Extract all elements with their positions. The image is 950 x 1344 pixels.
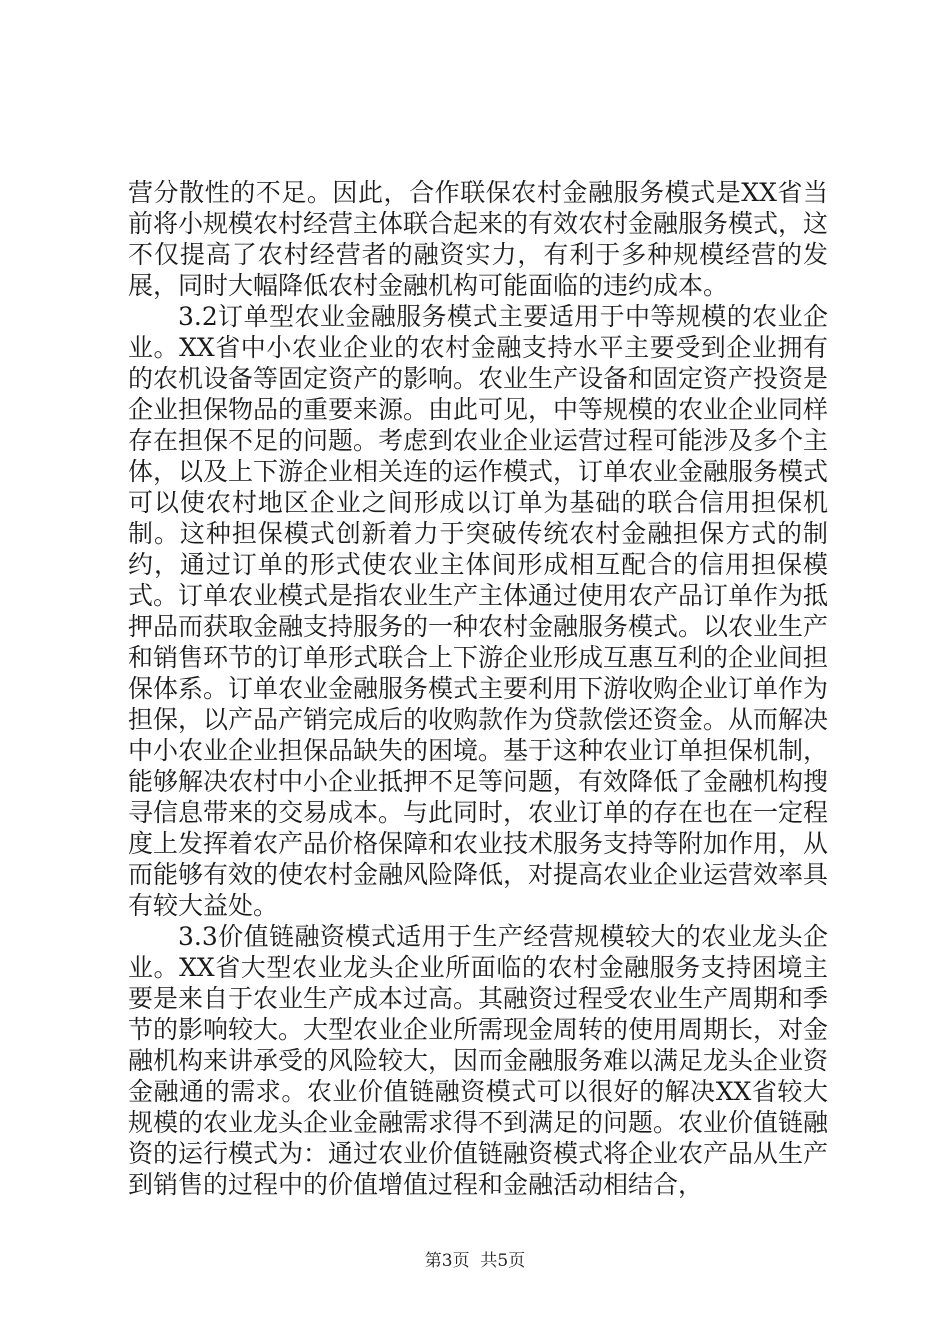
- page-footer: [0, 1250, 950, 1272]
- paragraph-continuation: 营分散性的不足。因此，合作联保农村金融服务模式是XX省当前将小规模农村经营主体联合起来的有效农村金融服务模式，这不仅提高了农村经营者的融资实力，有利于多种规模经营的发展，同时大幅降低农村金融机构可能面临的违约成本。: [128, 178, 829, 300]
- document-body: [128, 177, 828, 1200]
- footer-separator: [470, 1251, 481, 1271]
- page-total: 共5页: [480, 1251, 526, 1271]
- paragraph-section-3-3: 3.3价值链融资模式适用于生产经营规模较大的农业龙头企业。XX省大型农业龙头企业所面临的农村金融服务支持困境主要是来自于农业生产成本过高。其融资过程受农业生产周期和季节的影响较大。大型农业企业所需现金周转的使用周期长，对金融机构来讲承受的风险较大，因而金融服务难以满足龙头企业资金融通的需求。农业价值链融资模式可以很好的解决XX省较大规模的农业龙头企业金融需求得不到满足的问题。农业价值链融资的运行模式为：通过农业价值链融资模式将企业农产品从生产到销售的过程中的价值增值过程和金融活动相结合，: [128, 922, 829, 1199]
- page-number: 第3页: [424, 1251, 470, 1271]
- paragraph-section-3-2: 3.2订单型农业金融服务模式主要适用于中等规模的农业企业。XX省中小农业企业的农村金融支持水平主要受到企业拥有的农机设备等固定资产的影响。农业生产设备和固定资产投资是企业担保物品的重要来源。由此可见，中等规模的农业企业同样存在担保不足的问题。考虑到农业企业运营过程可能涉及多个主体，以及上下游企业相关连的运作模式，订单农业金融服务模式可以使农村地区企业之间形成以订单为基础的联合信用担保机制。这种担保模式创新着力于突破传统农村金融担保方式的制约，通过订单的形式使农业主体间形成相互配合的信用担保模式。订单农业模式是指农业生产主体通过使用农产品订单作为抵押品而获取金融支持服务的一种农村金融服务模式。以农业生产和销售环节的订单形式联合上下游企业形成互惠互利的企业间担保体系。订单农业金融服务模式主要利用下游收购企业订单作为担保，以产品产销完成后的收购款作为贷款偿还资金。从而解决中小农业企业担保品缺失的困境。基于这种农业订单担保机制，能够解决农村中小企业抵押不足等问题，有效降低了金融机构搜寻信息带来的交易成本。与此同时，农业订单的存在也在一定程度上发挥着农产品价格保障和农业技术服务支持等附加作用，从而能够有效的使农村金融风险降低，对提高农业企业运营效率具有较大益处。: [128, 302, 829, 920]
